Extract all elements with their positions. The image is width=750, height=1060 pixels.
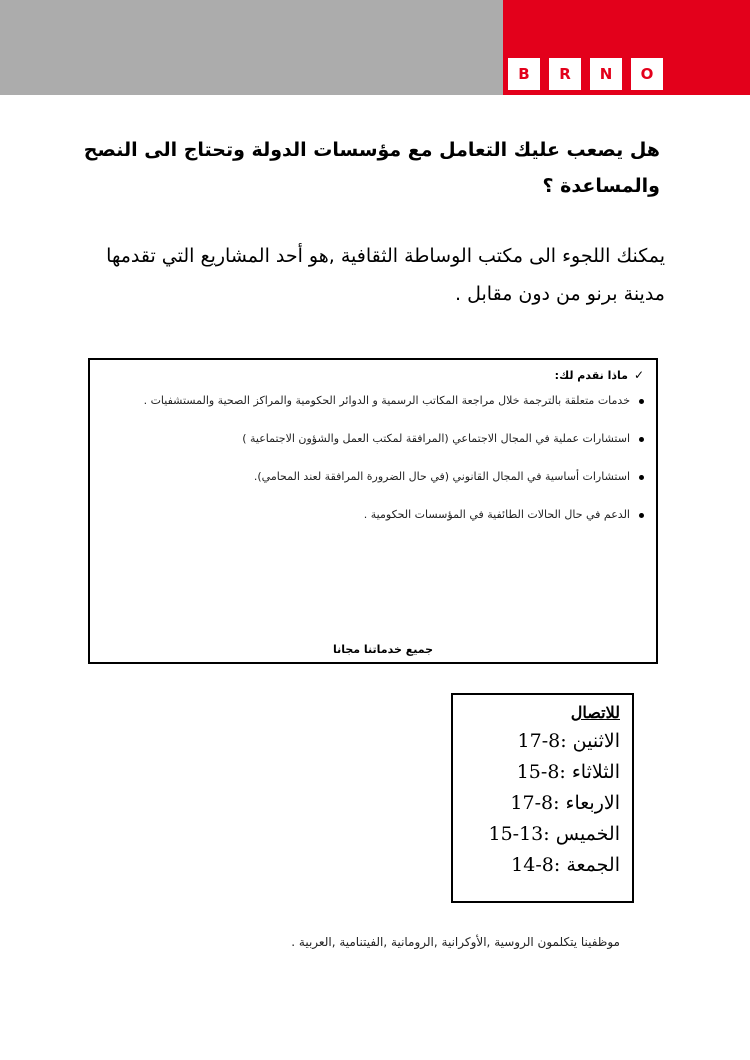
services-list: [112, 384, 644, 532]
service-item-text: خدمات متعلقة بالترجمة خلال مراجعة المكاتب الرسمية و الدوائر الحكومية والمراكز الصحية والمستشفيات .: [143, 394, 630, 407]
headline-question: هل يصعب عليك التعامل مع مؤسسات الدولة وتحتاج الى النصح والمساعدة ؟: [83, 139, 660, 197]
hours-row-thursday: الخميس :13-15: [488, 823, 620, 845]
service-item: [112, 422, 644, 456]
brno-logo: [508, 58, 663, 90]
contact-box: [451, 693, 634, 903]
service-item: [112, 498, 644, 532]
service-item: [112, 384, 644, 418]
contact-title: للاتصال: [570, 703, 620, 722]
service-item-text: الدعم في حال الحالات الطائفية في المؤسسات الحكومية .: [363, 508, 630, 521]
hours-row-friday: الجمعة :8-14: [511, 854, 620, 876]
logo-letter-b: B: [508, 58, 540, 90]
intro-paragraph: يمكنك اللجوء الى مكتب الوساطة الثقافية ,هو أحد المشاريع التي تقدمها مدينة برنو من دون مقابل .: [106, 245, 665, 305]
services-heading-text: ماذا نقدم لك:: [554, 368, 628, 382]
free-services-note: جميع خدماتنا مجانا: [332, 643, 434, 656]
hours-row-tuesday: الثلاثاء :8-15: [516, 761, 620, 783]
bullet-icon: [639, 475, 644, 480]
hours-row-monday: الاثنين :8-17: [517, 730, 620, 752]
service-item: [112, 460, 644, 494]
service-item-text: استشارات عملية في المجال الاجتماعي (المرافقة لمكتب العمل والشؤون الاجتماعية ): [242, 432, 630, 445]
hours-row-wednesday: الاربعاء :8-17: [510, 792, 620, 814]
service-item-text: استشارات أساسية في المجال القانوني (في حال الضرورة المرافقة لعند المحامي).: [253, 470, 630, 483]
header-gray-band: [0, 0, 503, 95]
logo-letter-r: R: [549, 58, 581, 90]
logo-letter-n: N: [590, 58, 622, 90]
logo-letter-o: O: [631, 58, 663, 90]
checkmark-icon: ✓: [633, 368, 644, 382]
bullet-icon: [639, 399, 644, 404]
bullet-icon: [639, 513, 644, 518]
services-heading: [112, 368, 644, 382]
bullet-icon: [639, 437, 644, 442]
languages-note: موظفينا يتكلمون الروسية ,الأوكرانية ,الرومانية ,الفيتنامية ,العربية .: [291, 935, 620, 949]
services-box: [88, 358, 658, 664]
